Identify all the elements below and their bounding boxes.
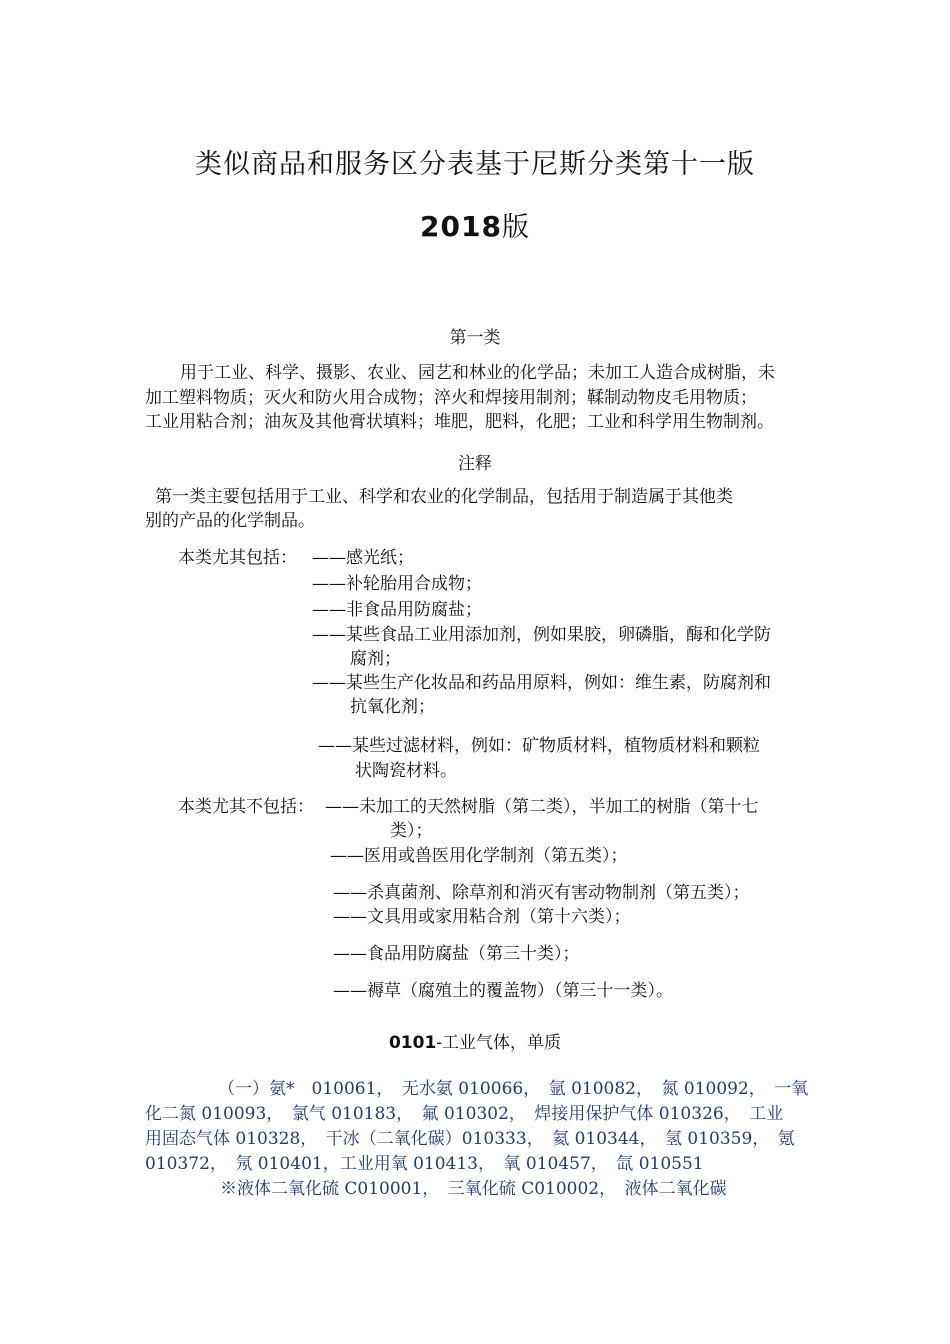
class-description-line: 加工塑料物质；灭火和防火用合成物；淬火和焊接用制剂；鞣制动物皮毛用物质； (145, 388, 757, 408)
excludes-item: ——未加工的天然树脂（第二类），半加工的树脂（第十七 (325, 797, 759, 817)
excludes-item: ——杀真菌剂、除草剂和消灭有害动物制剂（第五类）； (333, 883, 750, 903)
goods-line: ※液体二氧化硫 C010001， 三氧化硫 C010002， 液体二氧化碳 (220, 1179, 727, 1199)
edition-suffix: 版 (501, 212, 530, 243)
includes-item: ——补轮胎用合成物； (312, 574, 482, 594)
includes-item: ——感光纸； (312, 548, 414, 568)
includes-item: ——某些过滤材料，例如：矿物质材料，植物质材料和颗粒 (318, 736, 760, 756)
subclass-name: -工业气体，单质 (436, 1033, 562, 1053)
notes-text-line: 第一类主要包括用于工业、科学和农业的化学制品，包括用于制造属于其他类 (155, 487, 733, 507)
includes-item-continuation: 腐剂； (350, 649, 401, 669)
class-description-line: 工业用粘合剂；油灰及其他膏状填料；堆肥，肥料，化肥；工业和科学用生物制剂。 (145, 412, 774, 432)
excludes-item: ——食品用防腐盐（第三十类）； (333, 944, 580, 964)
edition-title (0, 205, 950, 244)
excludes-item: ——文具用或家用粘合剂（第十六类）； (333, 907, 631, 927)
excludes-item-continuation: 类）； (390, 821, 433, 841)
notes-heading: 注释 (458, 454, 492, 474)
goods-line: 010372， 氖 010401，工业用氧 010413， 氧 010457， 氙 010551 (145, 1154, 704, 1174)
edition-year: 2018 (420, 210, 502, 243)
subclass-heading (0, 1028, 950, 1053)
includes-item-continuation: 状陶瓷材料。 (355, 761, 457, 781)
includes-item: ——某些食品工业用添加剂，例如果胶，卵磷脂，酶和化学防 (312, 625, 771, 645)
document-title: 类似商品和服务区分表基于尼斯分类第十一版 (195, 149, 755, 180)
includes-label: 本类尤其包括： (178, 548, 297, 568)
includes-item-continuation: 抗氧化剂； (350, 697, 435, 717)
includes-item: ——某些生产化妆品和药品用原料，例如：维生素，防腐剂和 (312, 673, 771, 693)
notes-text-line: 别的产品的化学制品。 (145, 511, 315, 531)
class-description-line: 用于工业、科学、摄影、农业、园艺和林业的化学品；未加工人造合成树脂，未 (180, 363, 775, 383)
goods-line: （一）氨* 010061， 无水氨 010066， 氩 010082， 氮 010092， 一氧 (218, 1079, 809, 1099)
excludes-item: ——褥草（腐殖土的覆盖物）（第三十一类）。 (333, 981, 673, 1001)
includes-item: ——非食品用防腐盐； (312, 600, 482, 620)
excludes-label: 本类尤其不包括： (178, 797, 314, 817)
goods-line: 化二氮 010093， 氯气 010183， 氟 010302， 焊接用保护气体 010326， 工业 (145, 1104, 784, 1124)
goods-line: 用固态气体 010328， 干冰（二氧化碳）010333， 氦 010344， 氢 010359， 氪 (145, 1129, 795, 1149)
excludes-item: ——医用或兽医用化学制剂（第五类）； (330, 846, 628, 866)
class-heading: 第一类 (449, 328, 501, 348)
subclass-code: 0101 (388, 1033, 437, 1053)
